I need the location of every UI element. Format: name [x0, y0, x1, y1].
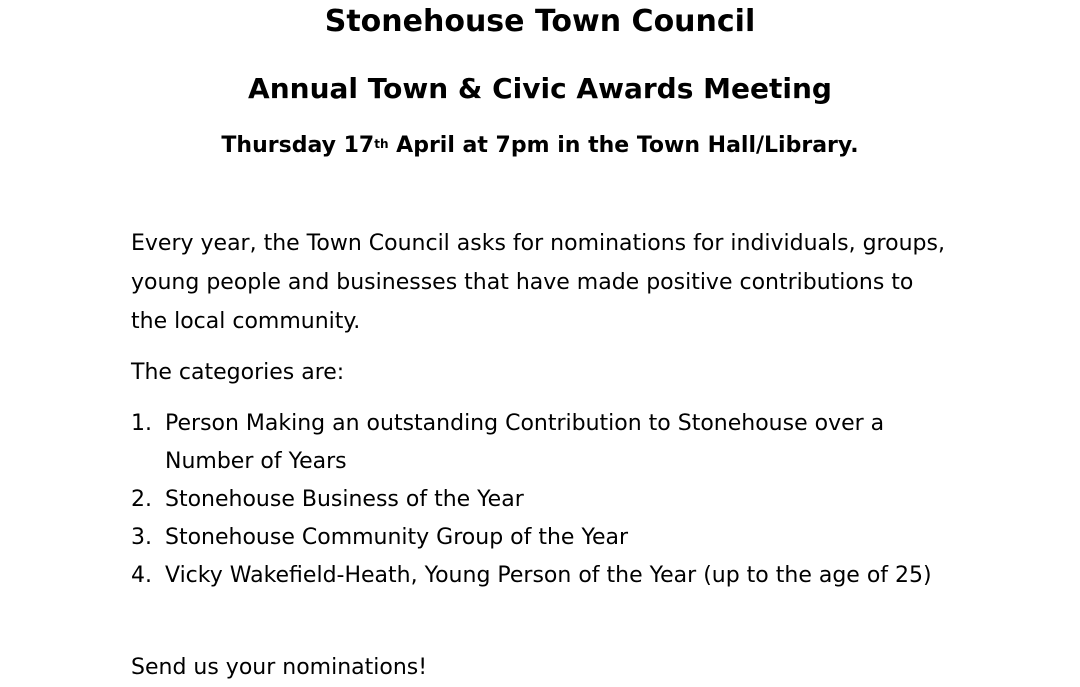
category-item	[131, 557, 951, 595]
call-to-action: Send us your nominations!	[131, 655, 428, 680]
intro-paragraph: Every year, the Town Council asks for nominations for individuals, groups, young people and businesses that have made positive contributions to the local community.	[131, 231, 945, 334]
category-number: 2.	[131, 487, 152, 512]
meeting-details	[0, 130, 1080, 162]
date-ordinal-suffix: th	[374, 137, 389, 151]
category-text: Stonehouse Business of the Year	[165, 487, 524, 512]
categories-list	[131, 405, 951, 595]
page-subtitle: Annual Town & Civic Awards Meeting	[248, 72, 832, 105]
page-title: Stonehouse Town Council	[324, 4, 756, 39]
meeting-date-prefix: Thursday 17	[221, 133, 375, 158]
category-text: Stonehouse Community Group of the Year	[165, 525, 629, 550]
category-text: Vicky Wakefield-Heath, Young Person of the Year (up to the age of 25)	[165, 563, 932, 588]
category-number: 3.	[131, 525, 152, 550]
meeting-location: April at 7pm in the Town Hall/Library.	[388, 133, 859, 158]
category-number: 1.	[131, 411, 152, 436]
categories-label: The categories are:	[131, 360, 345, 385]
category-number: 4.	[131, 563, 152, 588]
category-text: Person Making an outstanding Contribution to Stonehouse over a Number of Years	[165, 411, 885, 474]
category-item	[131, 519, 951, 557]
category-item	[131, 405, 951, 481]
category-item	[131, 481, 951, 519]
